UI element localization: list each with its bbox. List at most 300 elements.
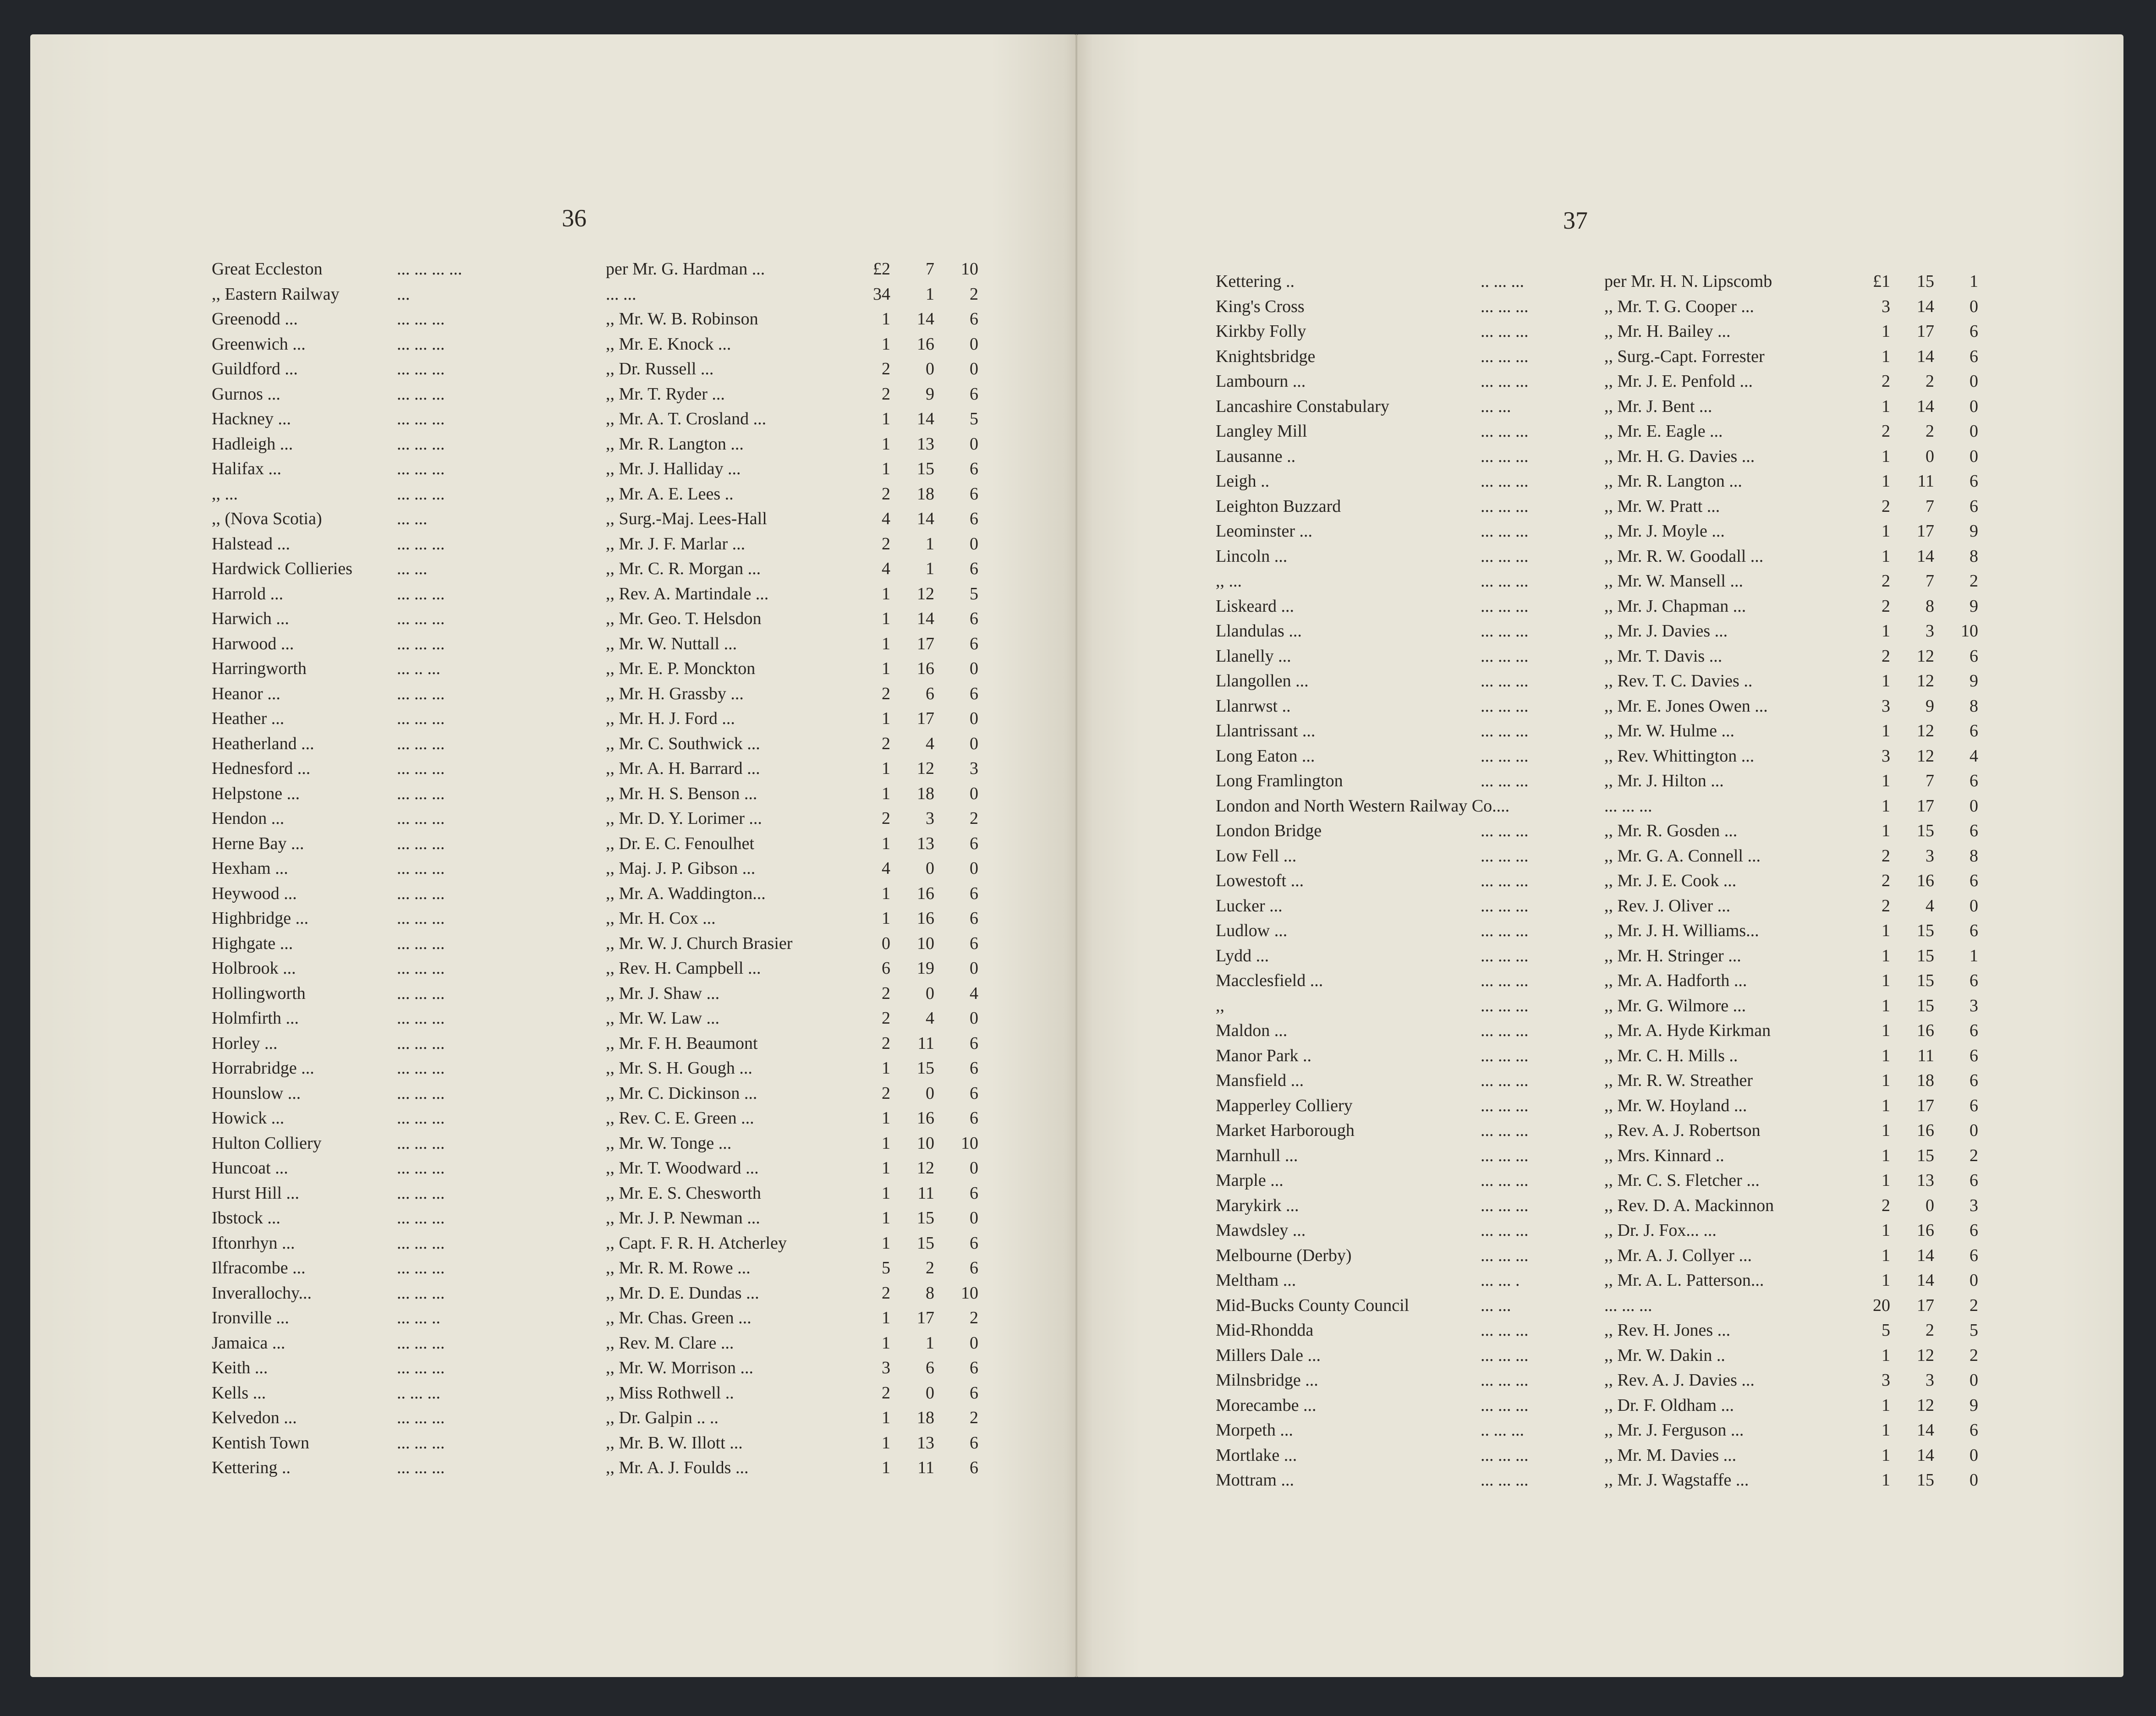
collector-name: ,, Surg.-Capt. Forrester: [1604, 346, 1765, 366]
collector-name: ,, Mr. W. Mansell ...: [1604, 571, 1743, 591]
amount: [1848, 394, 1981, 419]
amount: [1848, 494, 1981, 519]
list-item: [30, 356, 1075, 382]
place-name: Mortlake ...: [1216, 1445, 1297, 1465]
leader-dots: ... ... ...: [397, 809, 445, 828]
amount: [848, 432, 978, 457]
amount: [1848, 718, 1981, 744]
amount-pounds: 4: [882, 509, 890, 528]
list-item: [30, 756, 1075, 781]
amount-pence: 9: [1969, 671, 1978, 691]
collector-name: ,, Miss Rothwell ..: [606, 1383, 734, 1403]
amount-pence: 6: [970, 1033, 978, 1053]
amount: [1848, 1443, 1981, 1468]
leader-dots: ... ... ... ...: [397, 259, 462, 279]
amount-pence: 0: [970, 734, 978, 753]
amount-shillings: 14: [1917, 1445, 1934, 1465]
leader-dots: ... ... ...: [397, 909, 445, 928]
list-item: [30, 556, 1075, 581]
amount-pounds: 1: [882, 409, 890, 428]
place-name: Howick ...: [212, 1108, 285, 1128]
amount-pence: 6: [970, 1183, 978, 1203]
amount-pounds: 1: [1882, 446, 1890, 466]
place-name: Harrold ...: [212, 584, 284, 603]
amount-shillings: 15: [1917, 971, 1934, 990]
amount-pence: 6: [970, 509, 978, 528]
collector-name: per Mr. H. N. Lipscomb: [1604, 272, 1772, 291]
amount: [848, 1181, 978, 1206]
leader-dots: ... ... ...: [1481, 446, 1529, 466]
collector-name: ,, Rev. T. C. Davies ..: [1604, 671, 1753, 691]
collector-name: ,, Mr. S. H. Gough ...: [606, 1058, 752, 1078]
list-item: [1077, 494, 2123, 519]
amount-pence: 6: [970, 1058, 978, 1078]
amount-shillings: 14: [917, 409, 934, 428]
amount-pence: 6: [970, 384, 978, 404]
list-item: [30, 1355, 1075, 1381]
amount-shillings: 3: [1926, 846, 1934, 866]
place-name: Ludlow ...: [1216, 921, 1288, 940]
amount: [848, 931, 978, 956]
place-name: Maldon ...: [1216, 1021, 1288, 1040]
amount: [1848, 1243, 1981, 1268]
leader-dots: ... ... ...: [1481, 1121, 1529, 1140]
leader-dots: ... ... ...: [397, 484, 445, 504]
amount: [1848, 1268, 1981, 1293]
collector-name: ,, Rev. H. Jones ...: [1604, 1321, 1731, 1340]
amount-shillings: 13: [1917, 1171, 1934, 1190]
leader-dots: ... ... ...: [397, 959, 445, 978]
amount-shillings: 4: [926, 734, 934, 753]
amount-pence: 0: [1969, 446, 1978, 466]
amount-pounds: 1: [1882, 621, 1890, 641]
amount-shillings: 10: [917, 1133, 934, 1153]
leader-dots: ... ... ...: [397, 634, 445, 653]
list-item: [1077, 1418, 2123, 1443]
collector-name: ,, Capt. F. R. H. Atcherley: [606, 1233, 787, 1253]
amount-shillings: 17: [1917, 1096, 1934, 1115]
amount-pence: 8: [1969, 546, 1978, 566]
leader-dots: ... ... ...: [1481, 671, 1529, 691]
list-item: [1077, 1043, 2123, 1069]
list-item: [30, 856, 1075, 881]
amount-pounds: 2: [882, 983, 890, 1003]
leader-dots: ... ... ...: [397, 859, 445, 878]
amount: [848, 482, 978, 507]
amount-pounds: 1: [882, 1308, 890, 1327]
amount-pence: 0: [970, 359, 978, 378]
amount: [1848, 619, 1981, 644]
amount-pounds: 1: [1882, 1121, 1890, 1140]
leader-dots: ... ... ...: [397, 434, 445, 454]
amount-pounds: 1: [882, 659, 890, 678]
list-item: [30, 731, 1075, 757]
amount-pence: 6: [1969, 322, 1978, 341]
amount: [1848, 469, 1981, 494]
amount-shillings: 11: [917, 1183, 934, 1203]
amount-pence: 1: [1969, 946, 1978, 965]
place-name: London Bridge: [1216, 821, 1322, 840]
amount: [848, 981, 978, 1006]
place-name: Hackney ...: [212, 409, 291, 428]
amount: [848, 881, 978, 906]
leader-dots: ... ... ...: [1481, 1371, 1529, 1390]
list-item: [1077, 1168, 2123, 1193]
collector-name: ,, Mr. R. M. Rowe ...: [606, 1258, 751, 1277]
leader-dots: ... ... ...: [1481, 996, 1529, 1015]
leader-dots: ... ... ...: [397, 609, 445, 628]
amount-shillings: 13: [917, 833, 934, 853]
amount: [1848, 818, 1981, 844]
amount: [1848, 269, 1981, 294]
amount-shillings: 0: [926, 359, 934, 378]
amount-pounds: 2: [882, 1009, 890, 1028]
collector-name: ,, Dr. E. C. Fenoulhet: [606, 833, 755, 853]
list-item: [1077, 394, 2123, 419]
amount-pounds: 1: [882, 1433, 890, 1453]
amount-pounds: 1: [882, 434, 890, 454]
place-name: Ibstock ...: [212, 1208, 280, 1228]
amount-pounds: 2: [882, 359, 890, 378]
amount-shillings: 16: [1917, 1221, 1934, 1240]
amount-pounds: 1: [1882, 1221, 1890, 1240]
collector-name: ... ... ...: [1604, 796, 1652, 816]
amount-pounds: 1: [882, 1458, 890, 1477]
amount-pence: 0: [1969, 296, 1978, 316]
amount: [1848, 294, 1981, 319]
collector-name: ,, Mr. A. E. Lees ..: [606, 484, 734, 504]
collector-name: ,, Mr. W. Dakin ..: [1604, 1345, 1725, 1365]
leader-dots: ... ... ...: [1481, 1071, 1529, 1090]
amount-shillings: 15: [1917, 1470, 1934, 1490]
amount: [1848, 1418, 1981, 1443]
list-item: [1077, 918, 2123, 943]
collector-name: ,, Mr. T. G. Cooper ...: [1604, 296, 1754, 316]
collector-name: ,, Mr. M. Davies ...: [1604, 1445, 1737, 1465]
list-item: [1077, 469, 2123, 494]
amount-pence: 8: [1969, 696, 1978, 716]
leader-dots: ... ... ...: [1481, 1146, 1529, 1165]
list-item: [30, 656, 1075, 681]
leader-dots: ... ... ...: [397, 1408, 445, 1427]
collector-name: ,, Mr. H. S. Benson ...: [606, 784, 757, 803]
place-name: Holbrook ...: [212, 959, 296, 978]
collector-name: ,, Mr. A. H. Barrard ...: [606, 759, 760, 778]
collector-name: ,, Mr. C. H. Mills ..: [1604, 1046, 1738, 1065]
list-item: [30, 1081, 1075, 1106]
leader-dots: ... ... ...: [1481, 1021, 1529, 1040]
amount-shillings: 0: [926, 983, 934, 1003]
amount: [848, 1431, 978, 1456]
amount-pounds: 1: [1882, 1171, 1890, 1190]
subscription-list: [30, 257, 1075, 1480]
amount-shillings: 14: [917, 509, 934, 528]
amount-pounds: 5: [882, 1258, 890, 1277]
amount-shillings: 14: [1917, 396, 1934, 416]
place-name: Hednesford ...: [212, 759, 311, 778]
amount-shillings: 17: [1917, 796, 1934, 816]
collector-name: ,, Mr. J. Moyle ...: [1604, 521, 1725, 541]
amount-shillings: 17: [917, 634, 934, 653]
list-item: [30, 532, 1075, 557]
amount-pounds: 1: [1882, 396, 1890, 416]
amount-pence: 6: [1969, 871, 1978, 890]
amount-shillings: 15: [917, 1058, 934, 1078]
leader-dots: ... ... ...: [1481, 1445, 1529, 1465]
list-item: [30, 1106, 1075, 1131]
amount-pence: 0: [970, 1009, 978, 1028]
place-name: Lucker ...: [1216, 896, 1283, 916]
amount: [1848, 868, 1981, 894]
amount-pounds: 3: [1882, 1371, 1890, 1390]
amount: [848, 856, 978, 881]
list-item: [1077, 344, 2123, 369]
leader-dots: ... ... ...: [1481, 546, 1529, 566]
amount-pence: 9: [1969, 596, 1978, 616]
amount-pence: 0: [970, 1208, 978, 1228]
amount-pence: 6: [970, 1233, 978, 1253]
amount-pounds: 1: [1882, 996, 1890, 1015]
amount-shillings: 12: [1917, 1395, 1934, 1415]
place-name: Long Eaton ...: [1216, 746, 1315, 766]
collector-name: ,, Mr. W. Nuttall ...: [606, 634, 737, 653]
list-item: [1077, 744, 2123, 769]
place-name: ,, ...: [1216, 571, 1242, 591]
place-name: Hurst Hill ...: [212, 1183, 300, 1203]
amount-shillings: 15: [1917, 272, 1934, 291]
leader-dots: ... ... ...: [397, 1133, 445, 1153]
leader-dots: ... ... ...: [1481, 1195, 1529, 1215]
amount-pounds: 1: [1882, 1046, 1890, 1065]
collector-name: ,, Mr. C. S. Fletcher ...: [1604, 1171, 1760, 1190]
collector-name: ,, Mr. R. W. Streather: [1604, 1071, 1753, 1090]
list-item: [30, 981, 1075, 1006]
amount-pounds: 1: [882, 334, 890, 354]
amount-pence: 0: [970, 859, 978, 878]
amount-shillings: 2: [1926, 1321, 1934, 1340]
leader-dots: ... ... ...: [397, 1158, 445, 1178]
leader-dots: ... ... ...: [1481, 721, 1529, 740]
list-item: [30, 631, 1075, 657]
amount-pence: 4: [1969, 746, 1978, 766]
leader-dots: .. ... ...: [1481, 1420, 1524, 1440]
place-name: Lancashire Constabulary: [1216, 396, 1389, 416]
amount-pence: 6: [970, 833, 978, 853]
list-item: [1077, 1368, 2123, 1393]
amount-pence: 6: [970, 883, 978, 903]
amount-shillings: 2: [1926, 422, 1934, 441]
collector-name: ,, Mr. C. Southwick ...: [606, 734, 760, 753]
amount: [1848, 744, 1981, 769]
list-item: [1077, 1268, 2123, 1293]
list-item: [30, 606, 1075, 631]
amount: [848, 406, 978, 432]
amount: [848, 506, 978, 532]
amount: [848, 356, 978, 382]
amount-shillings: 14: [1917, 346, 1934, 366]
leader-dots: ... ... ..: [397, 1308, 440, 1327]
list-item: [30, 1131, 1075, 1156]
amount-shillings: 12: [1917, 646, 1934, 666]
list-item: [1077, 694, 2123, 719]
place-name: Horrabridge ...: [212, 1058, 314, 1078]
leader-dots: ... ... ...: [1481, 771, 1529, 790]
amount-pounds: 2: [882, 1033, 890, 1053]
place-name: Helpstone ...: [212, 784, 300, 803]
amount-shillings: 18: [917, 784, 934, 803]
amount-pounds: 1: [1882, 1245, 1890, 1265]
place-name: Highbridge ...: [212, 909, 309, 928]
amount-pence: 0: [970, 1158, 978, 1178]
place-name: Iftonrhyn ...: [212, 1233, 295, 1253]
collector-name: ,, Dr. Galpin .. ..: [606, 1408, 719, 1427]
amount-pounds: 1: [882, 1058, 890, 1078]
list-item: [30, 456, 1075, 482]
place-name: Low Fell ...: [1216, 846, 1297, 866]
amount-shillings: 0: [1926, 446, 1934, 466]
collector-name: ,, Rev. H. Campbell ...: [606, 959, 761, 978]
collector-name: ,, Mr. J. Halliday ...: [606, 459, 741, 478]
amount: [1848, 1218, 1981, 1243]
amount-pence: 6: [970, 1433, 978, 1453]
amount: [1848, 1368, 1981, 1393]
amount-pence: 10: [961, 1133, 978, 1153]
amount-shillings: 16: [917, 883, 934, 903]
collector-name: ,, Rev. A. J. Robertson: [1604, 1121, 1761, 1140]
amount-pence: 2: [1969, 1146, 1978, 1165]
amount-shillings: 11: [917, 1458, 934, 1477]
amount: [1848, 1393, 1981, 1418]
collector-name: ,, Mr. T. Davis ...: [1604, 646, 1723, 666]
amount-shillings: 13: [917, 434, 934, 454]
amount-shillings: 14: [1917, 1245, 1934, 1265]
amount: [1848, 1093, 1981, 1118]
list-item: [30, 1181, 1075, 1206]
list-item: [30, 881, 1075, 906]
amount-pounds: 1: [1882, 1146, 1890, 1165]
amount: [848, 1106, 978, 1131]
right-page: [1077, 34, 2123, 1677]
leader-dots: ... ... ...: [397, 409, 445, 428]
place-name: Hadleigh ...: [212, 434, 293, 454]
list-item: [1077, 544, 2123, 569]
amount-pounds: 2: [1882, 596, 1890, 616]
amount-pence: 6: [1969, 646, 1978, 666]
leader-dots: ... ... ...: [397, 384, 445, 404]
place-name: ,, ...: [212, 484, 238, 504]
amount: [848, 1405, 978, 1431]
place-name: Ironville ...: [212, 1308, 289, 1327]
collector-name: ,, Mr. J. F. Marlar ...: [606, 534, 746, 554]
place-name: Morpeth ...: [1216, 1420, 1293, 1440]
amount: [848, 1006, 978, 1031]
amount-pence: 2: [970, 1408, 978, 1427]
amount-pounds: 1: [1882, 671, 1890, 691]
list-item: [30, 1006, 1075, 1031]
leader-dots: ... ... ...: [397, 684, 445, 703]
collector-name: ,, Mr. W. Tonge ...: [606, 1133, 732, 1153]
place-name: ,, Eastern Railway: [212, 284, 340, 304]
amount-pounds: 1: [882, 1183, 890, 1203]
amount-shillings: 15: [917, 1233, 934, 1253]
amount-pence: 3: [1969, 1195, 1978, 1215]
list-item: [1077, 294, 2123, 319]
amount-pounds: 1: [1882, 1445, 1890, 1465]
leader-dots: ... ... ...: [1481, 596, 1529, 616]
place-name: Heatherland ...: [212, 734, 314, 753]
collector-name: ,, Dr. J. Fox... ...: [1604, 1221, 1717, 1240]
amount-shillings: 1: [926, 534, 934, 554]
place-name: Ilfracombe ...: [212, 1258, 306, 1277]
amount: [1848, 1168, 1981, 1193]
place-name: Market Harborough: [1216, 1121, 1355, 1140]
amount-pence: 6: [970, 309, 978, 329]
place-name: Kirkby Folly: [1216, 322, 1306, 341]
collector-name: ,, Mr. G. Wilmore ...: [1604, 996, 1746, 1015]
amount: [1848, 844, 1981, 869]
amount-pounds: 1: [882, 309, 890, 329]
list-item: [1077, 619, 2123, 644]
place-name: Millers Dale ...: [1216, 1345, 1321, 1365]
amount-pence: 6: [1969, 1245, 1978, 1265]
amount-pence: 6: [1969, 771, 1978, 790]
collector-name: ,, Mr. R. Langton ...: [606, 434, 744, 454]
collector-name: ,, Mrs. Kinnard ..: [1604, 1146, 1724, 1165]
amount-pounds: 1: [882, 1408, 890, 1427]
amount: [1848, 1068, 1981, 1093]
amount: [1848, 1318, 1981, 1343]
collector-name: ,, Mr. J. E. Penfold ...: [1604, 372, 1753, 391]
leader-dots: ... ... ...: [1481, 346, 1529, 366]
collector-name: ,, Mr. C. Dickinson ...: [606, 1083, 757, 1103]
list-item: [30, 1381, 1075, 1406]
amount-pence: 2: [970, 809, 978, 828]
amount-pounds: 1: [1882, 1345, 1890, 1365]
list-item: [30, 307, 1075, 332]
place-name: Kells ...: [212, 1383, 266, 1403]
amount-pence: 9: [1969, 1395, 1978, 1415]
amount-pounds: 4: [882, 559, 890, 578]
place-name: Harringworth: [212, 659, 307, 678]
place-name: Highgate ...: [212, 933, 293, 953]
amount-pence: 6: [970, 1458, 978, 1477]
amount-pounds: 2: [882, 534, 890, 554]
collector-name: ,, Mr. E. Knock ...: [606, 334, 731, 354]
amount: [848, 307, 978, 332]
collector-name: ,, Mr. H. Stringer ...: [1604, 946, 1741, 965]
leader-dots: ... ... ...: [397, 1458, 445, 1477]
list-item: [30, 1455, 1075, 1480]
amount-pence: 2: [1969, 571, 1978, 591]
place-name: Leominster ...: [1216, 521, 1313, 541]
place-name: Morecambe ...: [1216, 1395, 1317, 1415]
collector-name: ,, Mr. T. Ryder ...: [606, 384, 725, 404]
amount-pence: 5: [970, 584, 978, 603]
collector-name: ,, Mr. R. Langton ...: [1604, 471, 1742, 491]
page-number: 37: [1563, 207, 1588, 234]
leader-dots: ... ... ...: [1481, 1046, 1529, 1065]
list-item: [30, 681, 1075, 707]
amount-shillings: 16: [917, 909, 934, 928]
list-item: [1077, 1093, 2123, 1118]
amount-shillings: 16: [917, 659, 934, 678]
collector-name: ,, Mr. W. Pratt ...: [1604, 496, 1720, 516]
amount: [848, 1081, 978, 1106]
leader-dots: ... ... ...: [397, 334, 445, 354]
place-name: Mapperley Colliery: [1216, 1096, 1353, 1115]
amount-pounds: 1: [882, 584, 890, 603]
leader-dots: ... ... ...: [397, 734, 445, 753]
